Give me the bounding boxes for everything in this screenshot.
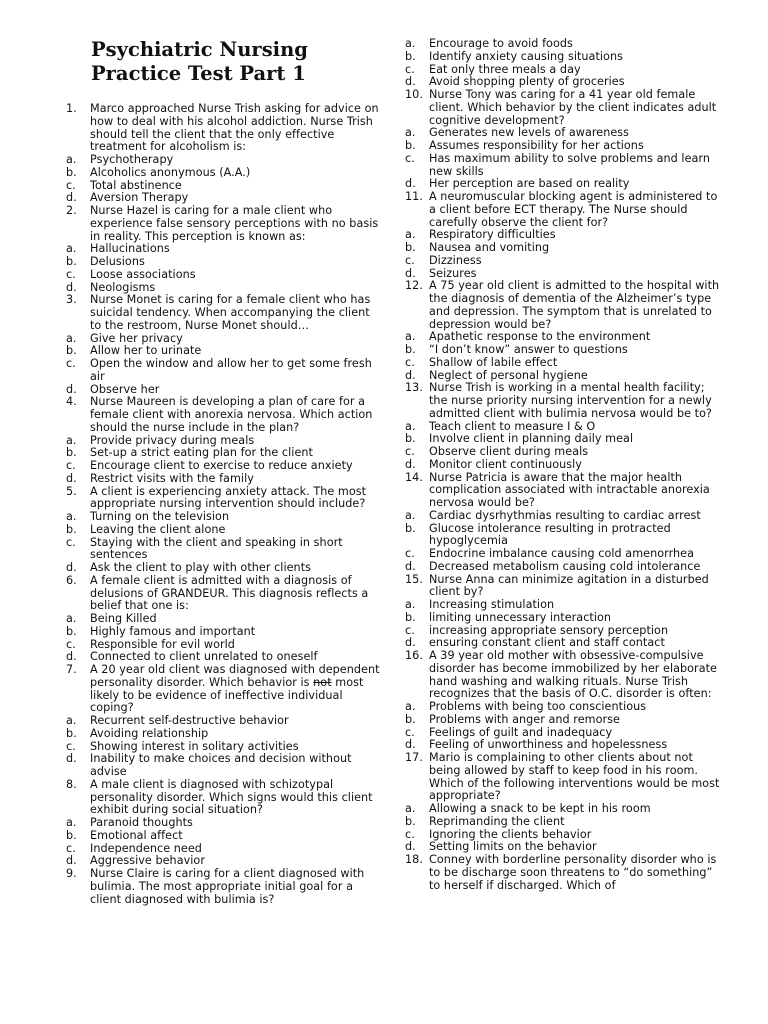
question-item [66, 103, 382, 154]
left-column [66, 38, 382, 906]
answer-option [66, 460, 382, 473]
option-letter: d. [66, 471, 77, 485]
option-text: Turning on the television [90, 510, 230, 523]
option-letter: a. [405, 700, 416, 713]
question-item [66, 396, 382, 434]
option-letter: a. [66, 331, 77, 345]
option-text: Teach client to measure I & O [429, 419, 596, 433]
question-text [90, 664, 382, 715]
question-number: 1. [66, 102, 77, 115]
option-letter: d. [405, 177, 416, 191]
answer-option [405, 140, 721, 153]
option-letter: b. [66, 522, 77, 536]
option-letter: d. [405, 75, 416, 89]
option-letter: b. [66, 726, 77, 740]
option-text: Apathetic response to the environment [429, 330, 651, 344]
question-item [66, 664, 382, 715]
answer-option [66, 562, 382, 575]
option-letter: a. [66, 153, 77, 166]
answer-option [66, 269, 382, 282]
option-letter: a. [66, 612, 77, 625]
option-letter: d. [66, 650, 77, 664]
question-item [405, 472, 721, 510]
answer-option [66, 715, 382, 728]
answer-option [405, 459, 721, 472]
option-text: Cardiac dysrhythmias resulting to cardiac arrest [429, 508, 701, 522]
option-text: Feeling of unworthiness and hopelessness [429, 738, 668, 752]
option-letter: d. [66, 854, 77, 868]
question-item [66, 205, 382, 243]
option-text: limiting unnecessary interaction [429, 610, 612, 624]
answer-option [405, 523, 721, 549]
option-letter: a. [405, 330, 416, 344]
option-text: Observe her [90, 382, 160, 396]
option-text: Ask the client to play with other clients [90, 561, 312, 574]
option-letter: c. [405, 445, 415, 458]
option-letter: d. [405, 738, 416, 752]
option-text: Allow her to urinate [90, 344, 202, 358]
option-letter: c. [405, 725, 415, 739]
question-text: Conney with borderline personality disorder who is to be discharge soon threatens to “do something” to herself if discharged. Which of [429, 853, 717, 892]
answer-option [66, 753, 382, 779]
option-text: Highly famous and important [90, 624, 256, 638]
option-letter: c. [66, 459, 76, 472]
option-text: Feelings of guilt and inadequacy [429, 725, 613, 739]
option-letter: d. [66, 191, 77, 205]
option-text: Leaving the client alone [90, 522, 226, 536]
option-text: Aggressive behavior [90, 854, 205, 868]
option-text: Avoiding relationship [90, 726, 209, 740]
option-letter: b. [405, 343, 416, 356]
option-letter: b. [66, 165, 77, 179]
answer-option [66, 154, 382, 167]
right-column [405, 38, 721, 892]
left-question-list [66, 103, 382, 906]
question-text: Mario is complaining to other clients about not being allowed by staff to keep food in his room. Which of the following interventions would be most appropriate? [429, 751, 720, 803]
option-text: Delusions [90, 255, 145, 268]
option-letter: d. [405, 457, 416, 471]
option-text: Independence need [90, 841, 202, 855]
question-number: 6. [66, 573, 77, 587]
answer-option [66, 511, 382, 524]
answer-option [405, 803, 721, 816]
option-letter: a. [66, 714, 77, 727]
option-text: Identify anxiety causing situations [429, 49, 623, 63]
option-letter: b. [66, 344, 77, 358]
option-letter: d. [66, 280, 77, 294]
option-letter: a. [66, 242, 77, 256]
question-text-part: most likely to be evidence of ineffective individual coping? [90, 675, 364, 715]
option-text: Ignoring the clients behavior [429, 827, 592, 841]
option-letter: b. [66, 446, 77, 460]
option-text: Problems with being too conscientious [429, 700, 647, 713]
option-letter: c. [405, 253, 415, 267]
answer-option [405, 242, 721, 255]
answer-option [405, 38, 721, 51]
option-letter: a. [405, 228, 416, 242]
struck-word: not [313, 675, 332, 689]
question-item [66, 486, 382, 512]
option-letter: d. [66, 382, 77, 396]
answer-option [405, 446, 721, 459]
question-text: Nurse Trish is working in a mental health facility; the nurse priority nursing intervention for a newly admitted client with bulimia nervosa would be to? [429, 381, 712, 420]
option-text: Involve client in planning daily meal [429, 432, 634, 446]
option-text: Connected to client unrelated to oneself [90, 650, 318, 664]
answer-option [66, 537, 382, 563]
option-letter: c. [405, 355, 415, 369]
option-letter: a. [405, 508, 416, 522]
question-number: 5. [66, 484, 77, 498]
option-text: Decreased metabolism causing cold intolerance [429, 559, 701, 573]
option-text: Glucose intolerance resulting in protracted hypoglycemia [429, 521, 671, 548]
answer-option [405, 357, 721, 370]
answer-option [405, 510, 721, 523]
answer-option [405, 548, 721, 561]
option-text: Open the window and allow her to get some fresh air [90, 357, 372, 383]
option-text: Generates new levels of awareness [429, 126, 630, 140]
option-text: Reprimanding the client [429, 814, 565, 828]
question-text: Nurse Patricia is aware that the major health complication associated with intractable anorexia nervosa would be? [429, 470, 710, 509]
option-text: Recurrent self-destructive behavior [90, 714, 289, 727]
question-number: 12. [405, 279, 423, 293]
option-text: Total abstinence [90, 178, 182, 192]
option-text: Her perception are based on reality [429, 177, 630, 191]
answer-option [405, 153, 721, 179]
option-text: Give her privacy [90, 331, 183, 345]
option-text: Loose associations [90, 267, 196, 281]
answer-option [66, 830, 382, 843]
option-letter: b. [405, 521, 416, 535]
option-letter: b. [405, 49, 416, 63]
right-question-list [405, 38, 721, 892]
question-number: 10. [405, 88, 423, 101]
option-text: Has maximum ability to solve problems and learn new skills [429, 151, 711, 178]
option-letter: b. [405, 610, 416, 624]
option-text: Set-up a strict eating plan for the client [90, 446, 313, 460]
option-text: Monitor client continuously [429, 457, 582, 471]
option-letter: c. [66, 841, 76, 855]
question-item [405, 574, 721, 600]
answer-option [405, 561, 721, 574]
question-number: 4. [66, 395, 77, 409]
question-item [405, 280, 721, 331]
answer-option [66, 728, 382, 741]
question-text: A 75 year old client is admitted to the hospital with the diagnosis of dementia of the Alzheimer’s type and depression. The symptom that is unrelated to depression would be? [429, 279, 720, 331]
question-item [405, 191, 721, 229]
option-text: Psychotherapy [90, 153, 174, 166]
option-text: Paranoid thoughts [90, 816, 193, 829]
answer-option [66, 524, 382, 537]
option-letter: b. [405, 139, 416, 152]
option-letter: a. [405, 419, 416, 433]
question-text: Nurse Maureen is developing a plan of care for a female client with anorexia nervosa. Which action should the nurse include in the plan? [90, 395, 373, 434]
option-text: Allowing a snack to be kept in his room [429, 802, 651, 815]
option-letter: c. [405, 151, 415, 165]
option-letter: d. [66, 752, 77, 766]
option-text: Responsible for evil world [90, 637, 235, 651]
option-letter: c. [66, 535, 76, 549]
question-number: 2. [66, 204, 77, 217]
option-text: Hallucinations [90, 242, 170, 256]
option-text: Alcoholics anonymous (A.A.) [90, 165, 251, 179]
option-letter: b. [66, 828, 77, 842]
option-text: Provide privacy during meals [90, 433, 255, 447]
option-letter: a. [405, 802, 416, 815]
option-text: Assumes responsibility for her actions [429, 139, 644, 152]
option-letter: c. [405, 827, 415, 841]
option-letter: c. [66, 637, 76, 651]
option-text: Inability to make choices and decision without advise [90, 752, 352, 778]
option-letter: c. [66, 739, 76, 753]
option-letter: d. [405, 368, 416, 382]
question-text: Nurse Monet is caring for a female client who has suicidal tendency. When accompanying the client to the restroom, Nurse Monet should… [90, 293, 371, 332]
option-text: Respiratory difficulties [429, 228, 556, 242]
question-item [405, 382, 721, 420]
option-letter: b. [405, 432, 416, 446]
option-letter: a. [405, 598, 416, 611]
question-text: Nurse Claire is caring for a client diagnosed with bulimia. The most appropriate initial goal for a client diagnosed with bulimia is? [90, 867, 365, 906]
option-letter: d. [405, 559, 416, 573]
option-text: Problems with anger and remorse [429, 712, 620, 726]
question-item [405, 650, 721, 701]
question-text: A male client is diagnosed with schizotypal personality disorder. Which signs would this client exhibit during social situation? [90, 777, 373, 817]
option-text: Aversion Therapy [90, 191, 189, 205]
question-item [66, 868, 382, 906]
question-text: A 39 year old mother with obsessive-compulsive disorder has become immobilized by her elaborate hand washing and walking rituals. Nurse Trish recognizes that the basis of O.C. disorder is often: [429, 649, 717, 701]
option-text: Emotional affect [90, 828, 183, 842]
page-title [91, 38, 382, 86]
option-letter: d. [405, 266, 416, 280]
title-line-2: Practice Test Part 1 [91, 62, 306, 85]
option-text: Staying with the client and speaking in short sentences [90, 535, 343, 562]
question-number: 13. [405, 381, 423, 395]
option-letter: d. [405, 840, 416, 854]
option-text: Encourage to avoid foods [429, 37, 573, 50]
answer-option [66, 358, 382, 384]
question-text: Nurse Anna can minimize agitation in a disturbed client by? [429, 572, 709, 599]
question-text: Nurse Hazel is caring for a male client who experience false sensory perceptions with no basis in reality. This perception is known as: [90, 204, 379, 243]
question-text-part: A 20 year old client was diagnosed with dependent personality disorder. Which behavior is [90, 663, 380, 689]
question-text: Marco approached Nurse Trish asking for advice on how to deal with his alcohol addiction. Nurse Trish should tell the client that the only effective treatment for alcoholism is: [90, 102, 379, 154]
question-number: 3. [66, 293, 77, 307]
answer-option [66, 473, 382, 486]
answer-option [405, 344, 721, 357]
question-item [66, 575, 382, 613]
answer-option [66, 256, 382, 269]
option-letter: d. [405, 636, 416, 650]
option-text: Setting limits on the behavior [429, 840, 597, 854]
option-letter: b. [405, 241, 416, 254]
answer-option [405, 714, 721, 727]
answer-option [405, 816, 721, 829]
question-number: 14. [405, 470, 423, 484]
option-text: Neglect of personal hygiene [429, 368, 588, 382]
option-text: Increasing stimulation [429, 598, 555, 611]
question-text: A female client is admitted with a diagnosis of delusions of GRANDEUR. This diagnosis reflects a belief that one is: [90, 573, 369, 613]
option-text: Restrict visits with the family [90, 471, 254, 485]
option-letter: a. [66, 433, 77, 447]
answer-option [66, 626, 382, 639]
question-number: 17. [405, 751, 423, 764]
answer-option [405, 255, 721, 268]
option-letter: c. [66, 267, 76, 281]
question-item [405, 89, 721, 127]
option-text: increasing appropriate sensory perception [429, 623, 669, 637]
question-item [66, 779, 382, 817]
option-letter: b. [405, 712, 416, 726]
option-text: Dizziness [429, 253, 482, 267]
option-text: Showing interest in solitary activities [90, 739, 299, 753]
option-text: Encourage client to exercise to reduce anxiety [90, 459, 353, 472]
question-number: 7. [66, 663, 77, 676]
question-text: Nurse Tony was caring for a 41 year old female client. Which behavior by the client indicates adult cognitive development? [429, 88, 717, 127]
option-text: Endocrine imbalance causing cold amenorrhea [429, 547, 695, 560]
option-text: “I don’t know” answer to questions [429, 343, 628, 356]
question-item [66, 294, 382, 332]
option-text: Avoid shopping plenty of groceries [429, 75, 625, 89]
question-number: 15. [405, 572, 423, 586]
option-letter: a. [66, 816, 77, 829]
answer-option [405, 612, 721, 625]
question-text: A neuromuscular blocking agent is administered to a client before ECT therapy. The Nurse should carefully observe the client for? [429, 190, 718, 229]
option-letter: a. [66, 510, 77, 523]
option-letter: c. [66, 357, 76, 370]
answer-option [66, 167, 382, 180]
option-letter: a. [405, 126, 416, 140]
option-text: Nausea and vomiting [429, 241, 550, 254]
question-text: A client is experiencing anxiety attack. The most appropriate nursing intervention should include? [90, 484, 367, 511]
option-text: Eat only three meals a day [429, 62, 581, 76]
option-text: Shallow of labile effect [429, 355, 558, 369]
option-letter: d. [66, 561, 77, 574]
option-letter: c. [405, 62, 415, 76]
answer-option [405, 51, 721, 64]
question-number: 8. [66, 777, 77, 791]
answer-option [405, 599, 721, 612]
option-letter: b. [405, 814, 416, 828]
answer-option [405, 701, 721, 714]
option-letter: c. [405, 547, 415, 560]
option-text: Being Killed [90, 612, 157, 625]
option-text: Observe client during meals [429, 445, 589, 458]
question-item [405, 854, 721, 892]
option-letter: c. [66, 178, 76, 192]
question-item [405, 752, 721, 803]
option-letter: b. [66, 255, 77, 268]
question-number: 18. [405, 853, 423, 866]
answer-option [66, 817, 382, 830]
option-text: Seizures [429, 266, 477, 280]
title-line-1: Psychiatric Nursing [91, 38, 308, 61]
answer-option [66, 613, 382, 626]
question-number: 11. [405, 190, 423, 203]
option-text: Neologisms [90, 280, 156, 294]
question-number: 16. [405, 649, 423, 662]
option-text: ensuring constant client and staff contact [429, 636, 665, 650]
option-letter: b. [66, 624, 77, 638]
option-letter: a. [405, 37, 416, 50]
question-number: 9. [66, 867, 77, 880]
option-letter: c. [405, 623, 415, 637]
